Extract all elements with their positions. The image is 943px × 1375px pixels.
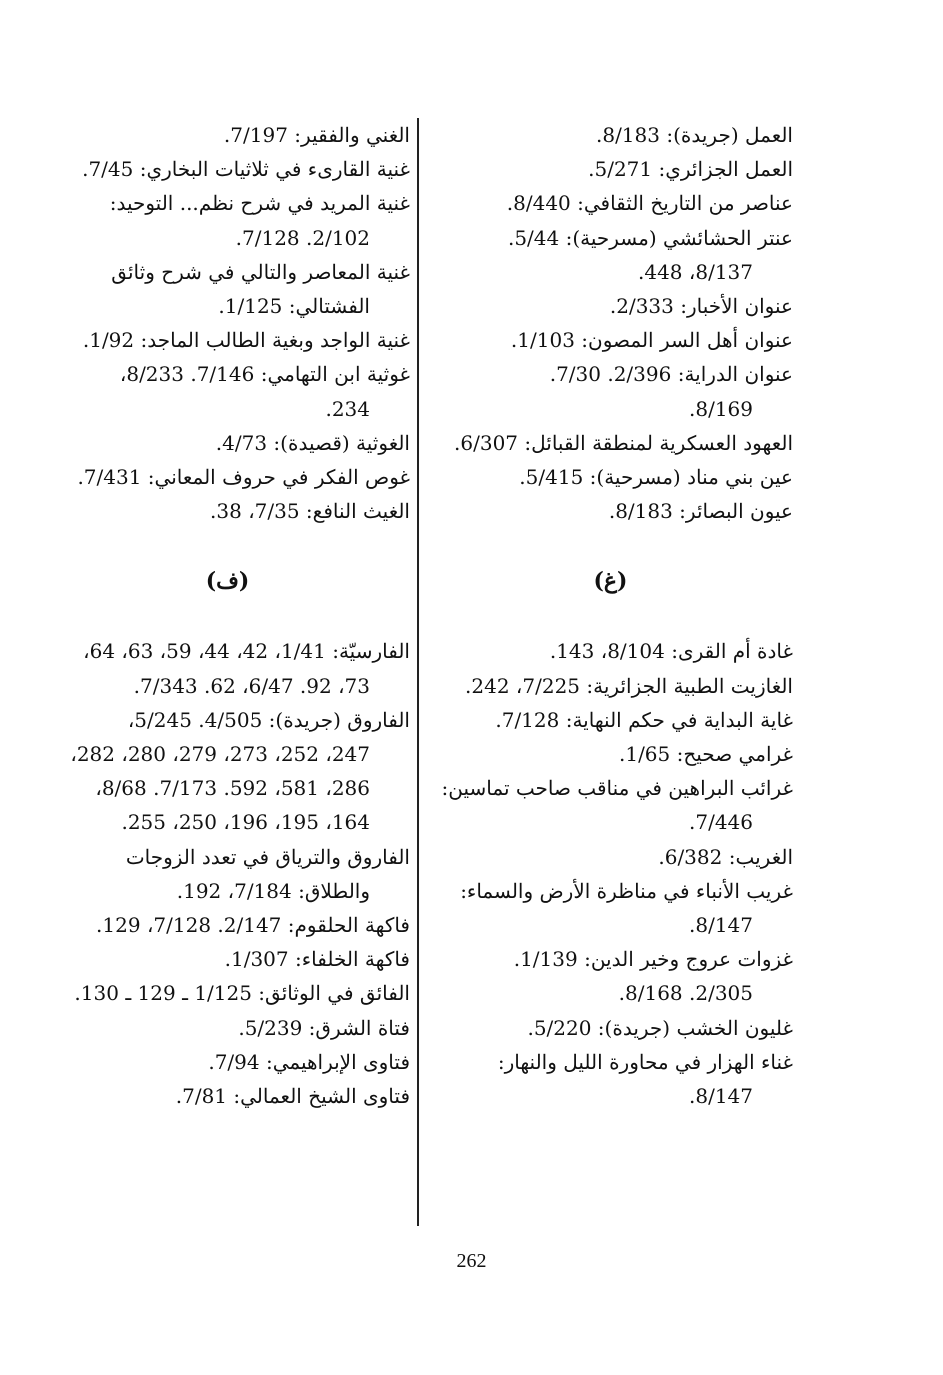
index-entry (428, 703, 793, 737)
entry-line: غليون الخشب (جريدة): 5/220. (527, 1015, 793, 1040)
entry-line: فتاوى الشيخ العمالي: 7/81. (175, 1084, 410, 1109)
index-entry (45, 1011, 410, 1045)
right-column (428, 118, 793, 1113)
entry-line: فاكهة الحلقوم: 2/147. 7/128، 129. (96, 913, 410, 938)
entry-line: الفاروق والترياق في تعدد الزوجات (125, 844, 410, 869)
entry-line: العمل (جريدة): 8/183. (595, 123, 793, 147)
entry-line: الفاروق (جريدة): 4/505. 5/245، (127, 707, 410, 732)
entry-line: غنية الواجد وبغية الطالب الماجد: 1/92. (82, 328, 410, 353)
entry-line: الفائق في الوثائق: 1/125 ـ 129 ـ 130. (74, 981, 410, 1006)
entry-line: غرائب البراهين في مناقب صاحب تماسين: (441, 776, 793, 801)
entry-line: عنتر الحشائشي (مسرحية): 5/44. (507, 225, 793, 250)
index-entry (428, 1045, 793, 1113)
entry-line: غرامي صحيح: 1/65. (618, 742, 793, 767)
entry-line: عيون البصائر: 8/183. (608, 499, 793, 524)
index-entry (428, 118, 793, 152)
entry-line: عناصر من التاريخ الثقافي: 8/440. (506, 191, 793, 216)
entry-continuation-line: 73، 92. 6/47، 62. 7/343. (133, 673, 370, 698)
entry-line: غريب الأنباء في مناظرة الأرض والسماء: (460, 878, 793, 903)
index-entry (45, 634, 410, 702)
index-entry (45, 255, 410, 323)
entry-continuation-line: 8/137، 448. (638, 259, 753, 284)
entry-line: عين بني مناد (مسرحية): 5/415. (519, 465, 793, 490)
right-entries-top (428, 118, 793, 528)
index-entry (45, 703, 410, 840)
index-entry (45, 1045, 410, 1079)
entry-continuation-line: والطلاق: 7/184، 192. (176, 878, 370, 903)
entry-line: غاية البداية في حكم النهاية: 7/128. (495, 707, 793, 732)
index-entry (428, 152, 793, 186)
entry-continuation-line: 2/305. 8/168. (618, 981, 753, 1006)
index-entry (45, 976, 410, 1010)
entry-line: غنية المريد في شرح نظم... التوحيد: (109, 191, 410, 216)
index-entry (428, 737, 793, 771)
index-entry (45, 840, 410, 908)
index-entry (45, 118, 410, 152)
index-entry (428, 634, 793, 668)
left-entries-top (45, 118, 410, 528)
index-entry (45, 357, 410, 425)
index-entry (428, 494, 793, 528)
entry-line: الغوثية (قصيدة): 4/73. (215, 430, 410, 455)
entry-continuation-line: 7/446. (689, 810, 753, 835)
entry-line: فتاوى الإبراهيمي: 7/94. (208, 1049, 410, 1074)
entry-line: عنوان الأخبار: 2/333. (609, 294, 793, 319)
index-entry (428, 942, 793, 1010)
index-entry (428, 840, 793, 874)
entry-continuation-line: 247، 252، 273، 279، 280، 282، (70, 742, 370, 767)
entry-line: غوثية ابن التهامي: 7/146. 8/233، (119, 362, 410, 387)
left-entries-bottom (45, 634, 410, 1113)
index-entry (428, 874, 793, 942)
entry-continuation-line: 286، 581، 592. 7/173. 8/68، (95, 776, 370, 801)
entry-continuation-line: 164، 195، 196، 250، 255. (121, 810, 370, 835)
entry-line: غنية القارىء في ثلاثيات البخاري: 7/45. (82, 157, 410, 182)
index-entry (428, 426, 793, 460)
entry-line: عنوان أهل السر المصون: 1/103. (510, 328, 793, 353)
entry-line: غادة أم القرى: 8/104، 143. (549, 639, 793, 664)
entry-continuation-line: 234. (325, 396, 370, 421)
index-entry (45, 1079, 410, 1113)
entry-line: غناء الهزار في محاورة الليل والنهار: (497, 1049, 793, 1074)
index-entry (45, 152, 410, 186)
entry-line: فاكهة الخلفاء: 1/307. (224, 947, 410, 972)
index-entry (428, 221, 793, 289)
entry-continuation-line: 2/102. 7/128. (235, 225, 370, 250)
entry-line: غوص الفكر في حروف المعاني: 7/431. (77, 465, 410, 490)
entry-line: الغني والفقير: 7/197. (223, 123, 410, 147)
index-entry (45, 460, 410, 494)
index-entry (428, 1011, 793, 1045)
index-entry (428, 460, 793, 494)
entry-line: العمل الجزائري: 5/271. (588, 157, 793, 182)
section-heading-fa: (ف) (205, 568, 250, 595)
index-entry (45, 323, 410, 357)
index-entry (428, 669, 793, 703)
entry-line: الغريب: 6/382. (658, 844, 793, 869)
entry-continuation-line: الفشتالي: 1/125. (218, 294, 370, 319)
left-column (45, 118, 410, 1113)
index-entry (45, 426, 410, 460)
index-entry (45, 186, 410, 254)
index-entry (45, 494, 410, 528)
entry-line: عنوان الدراية: 2/396. 7/30. (549, 362, 793, 387)
index-entry (428, 357, 793, 425)
index-entry (45, 942, 410, 976)
entry-continuation-line: 8/147. (689, 1084, 753, 1109)
index-entry (428, 771, 793, 839)
index-entry (45, 908, 410, 942)
index-entry (428, 289, 793, 323)
entry-line: الغازيت الطبية الجزائرية: 7/225، 242. (465, 673, 793, 698)
entry-line: فتاة الشرق: 5/239. (238, 1015, 410, 1040)
entry-line: غزوات عروج وخير الدين: 1/139. (513, 947, 793, 972)
entry-line: الفارسيّة: 1/41، 42، 44، 59، 63، 64، (83, 639, 410, 664)
entry-line: العهود العسكرية لمنطقة القبائل: 6/307. (454, 430, 793, 455)
column-divider (417, 118, 419, 1226)
entry-continuation-line: 8/147. (689, 913, 753, 938)
index-entry (428, 186, 793, 220)
right-entries-bottom (428, 634, 793, 1113)
page-number: 262 (456, 1250, 487, 1272)
section-heading-ghain: (غ) (593, 568, 628, 595)
index-entry (428, 323, 793, 357)
entry-line: الغيث النافع: 7/35، 38. (210, 499, 410, 524)
entry-line: غنية المعاصر والتالي في شرح وثائق (111, 259, 410, 284)
entry-continuation-line: 8/169. (689, 396, 753, 421)
